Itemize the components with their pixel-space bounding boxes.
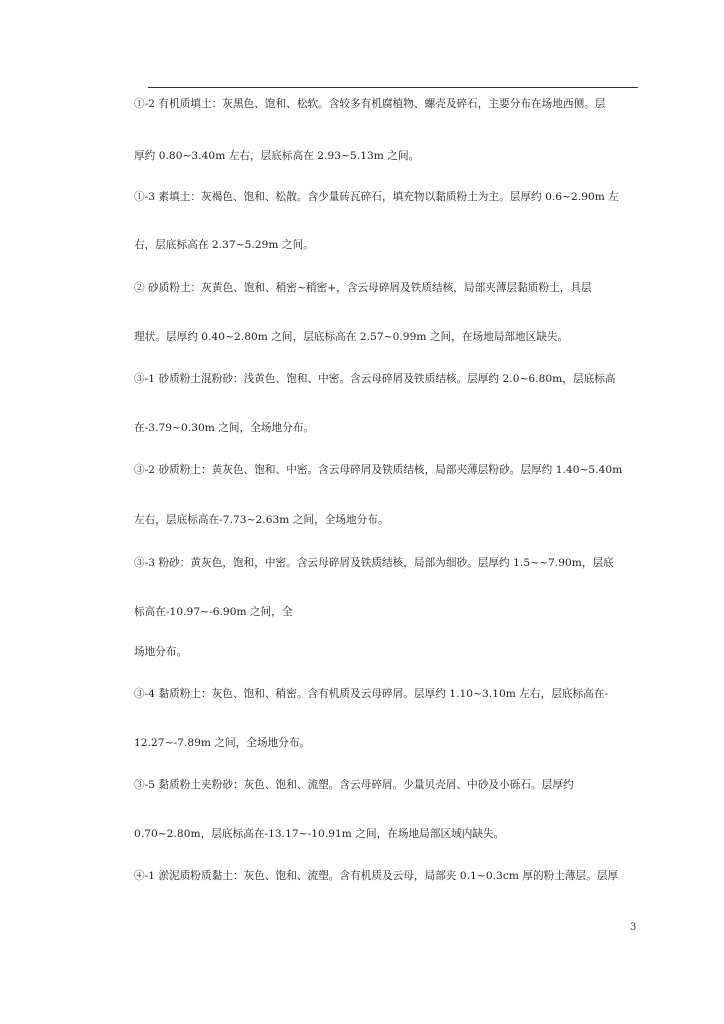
page-number: 3 xyxy=(630,922,637,933)
text-line: ③-1 砂质粉土混粉砂：浅黄色、饱和、中密。含云母碎屑及铁质结核。层厚约 2.0~6.80m，层底标高 xyxy=(134,373,616,385)
text-line: 厚约 0.80~3.40m 左右，层底标高在 2.93~5.13m 之间。 xyxy=(134,150,420,162)
text-line: 场地分布。 xyxy=(134,646,188,658)
text-line: 在-3.79~0.30m 之间，全场地分布。 xyxy=(134,422,315,434)
text-line: 标高在-10.97~-6.90m 之间，全 xyxy=(134,606,293,618)
text-line: 左右，层底标高在-7.73~2.63m 之间，全场地分布。 xyxy=(134,514,389,526)
text-line: 右，层底标高在 2.37~5.29m 之间。 xyxy=(134,239,314,251)
text-line: ③-5 黏质粉土夹粉砂：灰色、饱和、流塑。含云母碎屑。少量贝壳屑、中砂及小砾石。层厚约 xyxy=(134,779,574,791)
text-line: ② 砂质粉土：灰黄色、饱和、稍密~稍密+，含云母碎屑及铁质结核，局部夹薄层黏质粉土，具层 xyxy=(134,282,592,294)
text-line: 0.70~2.80m，层底标高在-13.17~-10.91m 之间，在场地局部区域内缺失。 xyxy=(134,828,505,840)
header-rule xyxy=(148,87,638,88)
text-line: ③-4 黏质粉土：灰色、饱和、稍密。含有机质及云母碎屑。层厚约 1.10~3.10m 左右，层底标高在- xyxy=(134,688,609,700)
text-line: ③-2 砂质粉土：黄灰色、饱和、中密。含云母碎屑及铁质结核，局部夹薄层粉砂。层厚约 1.40~5.40m xyxy=(134,464,623,476)
text-line: ①-3 素填土：灰褐色、饱和、松散。含少量砖瓦碎石，填充物以黏质粉土为主。层厚约 0.6~2.90m 左 xyxy=(134,191,619,203)
text-line: ①-2 有机质填土：灰黑色、饱和、松软。含较多有机腐植物、螺壳及碎石，主要分布在场地西侧。层 xyxy=(134,98,606,110)
text-line: 12.27~-7.89m 之间，全场地分布。 xyxy=(134,737,311,749)
text-line: 理状。层厚约 0.40~2.80m 之间，层底标高在 2.57~0.99m 之间，在场地局部地区缺失。 xyxy=(134,331,569,343)
text-line: ④-1 淤泥质粉质黏土：灰色、饱和、流塑。含有机质及云母，局部夹 0.1~0.3cm 厚的粉土薄层。层厚 xyxy=(134,870,619,882)
text-line: ③-3 粉砂：黄灰色，饱和，中密。含云母碎屑及铁质结核，局部为细砂。层厚约 1.5~~7.90m，层底 xyxy=(134,557,614,569)
